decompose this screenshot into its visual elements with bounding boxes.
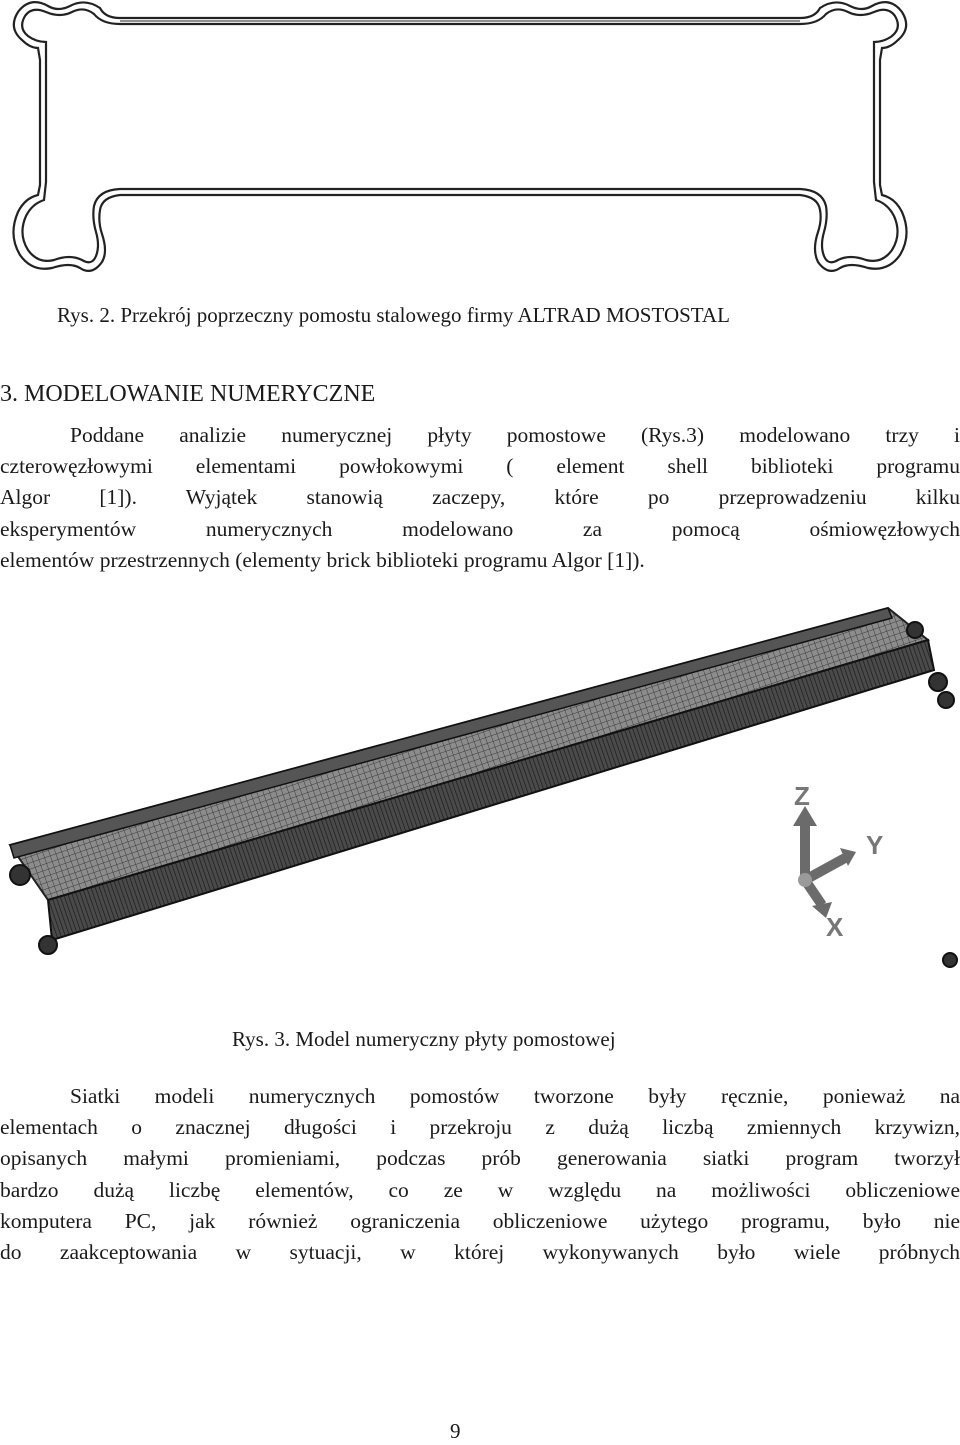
axis-z-label: Z [794,781,810,811]
cross-section-drawing [0,0,960,290]
cross-section-figure [0,0,960,290]
mesh-model-drawing [0,600,960,980]
axis-triad-icon [793,806,856,918]
axis-x-label: X [826,912,844,942]
paragraph-line: czterowęzłowymi elementami powłokowymi ( element shell biblioteki programu [0,454,960,479]
numerical-model-figure [0,600,960,980]
page-number: 9 [450,1419,461,1443]
paragraph-line: Poddane analizie numerycznej płyty pomostowe (Rys.3) modelowano trzy i [70,423,960,447]
figure-2-caption: Rys. 2. Przekrój poprzeczny pomostu stalowego firmy ALTRAD MOSTOSTAL [57,303,730,327]
paragraph-mesh [0,1081,960,1268]
paragraph-line: elementów przestrzennych (elementy brick biblioteki programu Algor [1]). [0,547,645,572]
paragraph-line: eksperymentów numerycznych modelowano za pomocą ośmiowęzłowych [0,516,960,541]
paragraph-line: bardzo dużą liczbę elementów, co ze w względu na możliwości obliczeniowe [0,1177,960,1202]
paragraph-modeling [0,420,960,576]
paragraph-line: komputera PC, jak również ograniczenia obliczeniowe użytego programu, było nie [0,1208,960,1233]
paragraph-line: do zaakceptowania w sytuacji, w której wykonywanych było wiele próbnych [0,1239,960,1264]
axis-y-label: Y [866,830,884,860]
paragraph-line: elementach o znacznej długości i przekroju z dużą liczbą zmiennych krzywizn, [0,1115,960,1140]
paragraph-line: opisanych małymi promieniami, podczas prób generowania siatki program tworzył [0,1146,960,1171]
figure-3-caption: Rys. 3. Model numeryczny płyty pomostowej [232,1027,616,1051]
paragraph-line: Siatki modeli numerycznych pomostów tworzone były ręcznie, ponieważ na [70,1084,960,1108]
paragraph-line: Algor [1]). Wyjątek stanowią zaczepy, które po przeprowadzeniu kilku [0,485,960,510]
section-heading: 3. MODELOWANIE NUMERYCZNE [0,380,376,407]
